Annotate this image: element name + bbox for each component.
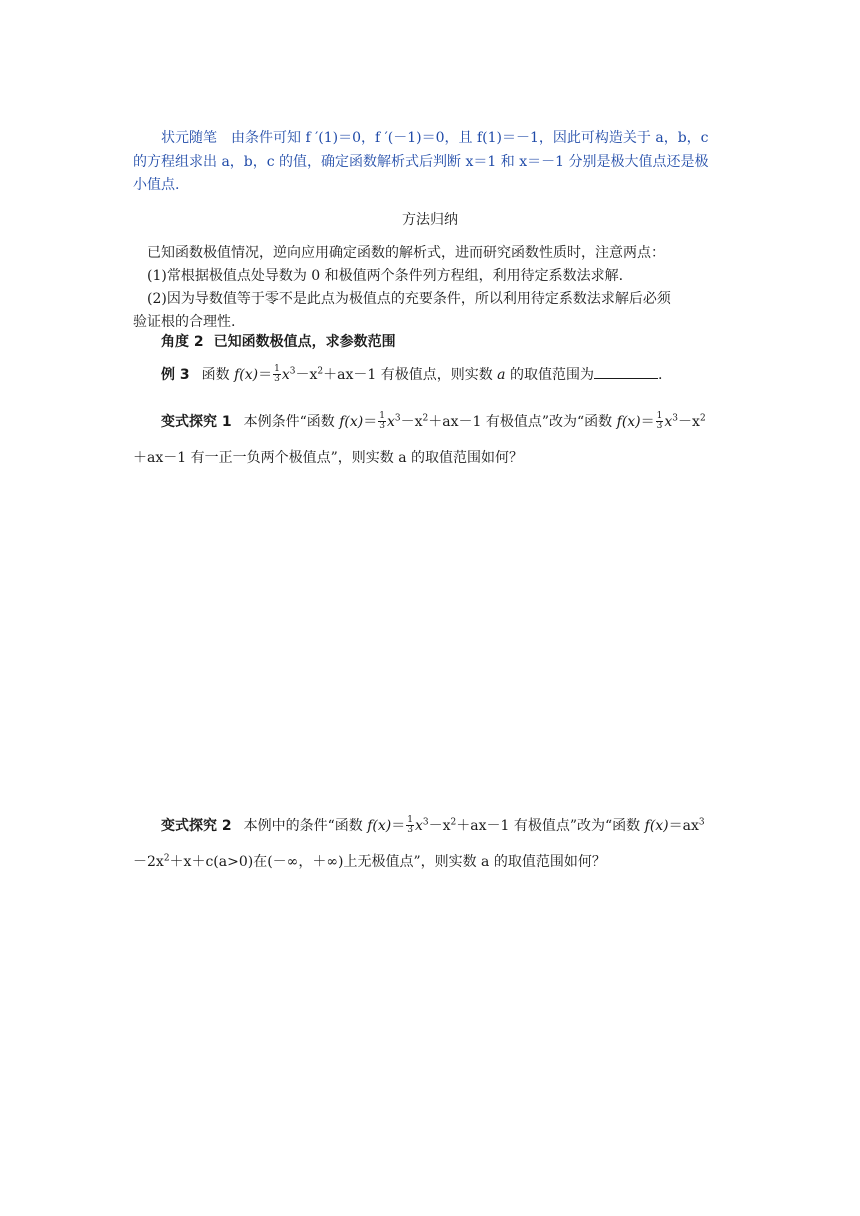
angle-2-heading: [161, 332, 761, 352]
variant-1-fraction-2: [656, 412, 664, 431]
variant-1-label: 变式探究 1: [161, 414, 232, 430]
variant-1-fraction: [378, 412, 386, 431]
example-3-frac-num: 1: [274, 363, 280, 374]
variant-1-x2: x: [664, 414, 673, 430]
variant-1-exp3: 3: [394, 413, 401, 424]
variant-2-text2: ＋ax－1 有极值点”改为“函数: [456, 818, 645, 834]
variant-1-line-1: [161, 412, 761, 432]
note-line-2: 的方程组求出 a，b，c 的值，确定函数解析式后判断 x＝1 和 x＝－1 分别是极大值点还是极: [133, 154, 709, 170]
variant-2-eq: ＝: [391, 818, 406, 834]
variant-2-fraction: [406, 816, 414, 835]
method-line-1: 已知函数极值情况，逆向应用确定函数的解析式，进而研究函数性质时，注意两点：: [147, 245, 665, 261]
variant-2-text1: 本例中的条件“函数: [243, 818, 368, 834]
answer-blank[interactable]: [594, 364, 658, 379]
variant-1-exp2b: 2: [699, 413, 706, 424]
variant-1-text1: 本例条件“函数: [243, 414, 340, 430]
variant-2-exp2: 2: [450, 817, 457, 828]
example-3-eq: ＝: [258, 367, 273, 383]
example-3-post: 的取值范围为: [505, 367, 594, 383]
variant-1-fx: f(x): [339, 414, 364, 430]
angle-2-label: 角度 2: [161, 334, 204, 350]
variant-2-line-2: [133, 852, 733, 872]
variant-2-line2b: ＋x＋c(a>0)在(－∞，＋∞)上无极值点”，则实数 a 的取值范围如何？: [169, 854, 606, 870]
variant-1-mid2: －x: [678, 414, 700, 430]
variant-2-exp3b: 3: [698, 817, 705, 828]
variant-1-exp3b: 3: [672, 413, 679, 424]
example-3-exp2: 2: [317, 366, 324, 377]
example-3-label: 例 3: [161, 367, 190, 383]
method-line-4: 验证根的合理性.: [133, 314, 236, 330]
example-3-line: [161, 364, 761, 385]
note-line-3: 小值点.: [133, 177, 180, 193]
variant-2-x: x: [414, 818, 423, 834]
variant-2-exp2b: 2: [163, 853, 170, 864]
example-3-rest: ＋ax－1 有极值点，则实数: [323, 367, 498, 383]
example-3-fx: f(x): [234, 367, 259, 383]
method-line-2: (1)常根据极值点处导数为 0 和极值两个条件列方程组，利用待定系数法求解.: [147, 268, 624, 284]
variant-2-frac-den: 3: [407, 824, 413, 835]
example-3-pre: 函数: [201, 367, 235, 383]
note-label: 状元随笔: [161, 130, 217, 146]
variant-2-line2a: －2x: [133, 854, 164, 870]
variant-2-mid: －x: [428, 818, 451, 834]
variant-1-fx2: f(x): [616, 414, 641, 430]
angle-2-text: 已知函数极值点，求参数范围: [213, 334, 396, 350]
example-3-end: .: [657, 367, 663, 383]
method-line-3: (2)因为导数值等于零不是此点为极值点的充要条件，所以利用待定系数法求解后必须: [147, 291, 671, 307]
example-3-a: a: [497, 367, 506, 383]
example-3-mid: －x: [295, 367, 318, 383]
variant-1-x: x: [386, 414, 395, 430]
note-text-1: 由条件可知 f ′(1)＝0，f ′(－1)＝0，且 f(1)＝－1，因此可构造关于 a，b，c: [231, 130, 709, 146]
variant-2-line-1: [161, 816, 761, 836]
example-3-fraction: [273, 365, 281, 384]
note-line-1: [161, 128, 761, 148]
variant-1-frac2-den: 3: [656, 420, 663, 431]
variant-2-frac-num: 1: [407, 814, 413, 825]
variant-2-label: 变式探究 2: [161, 818, 232, 834]
variant-1-eq: ＝: [363, 414, 378, 430]
example-3-x: x: [281, 367, 290, 383]
variant-1-eq2: ＝: [640, 414, 655, 430]
variant-2-fx2: f(x): [644, 818, 669, 834]
variant-1-exp2: 2: [422, 413, 429, 424]
variant-1-line-2: ＋ax－1 有一正一负两个极值点”，则实数 a 的取值范围如何？: [133, 450, 524, 466]
variant-1-mid: －x: [400, 414, 423, 430]
method-title: 方法归纳: [402, 212, 458, 228]
example-3-exp3: 3: [289, 366, 296, 377]
variant-1-frac-den: 3: [379, 420, 385, 431]
variant-2-text3: ＝ax: [668, 818, 699, 834]
variant-1-frac-num: 1: [379, 410, 385, 421]
variant-2-fx: f(x): [367, 818, 392, 834]
example-3-frac-den: 3: [274, 373, 280, 384]
variant-2-exp3: 3: [422, 817, 429, 828]
variant-1-text2: ＋ax－1 有极值点”改为“函数: [428, 414, 617, 430]
variant-1-frac2-num: 1: [656, 410, 663, 421]
